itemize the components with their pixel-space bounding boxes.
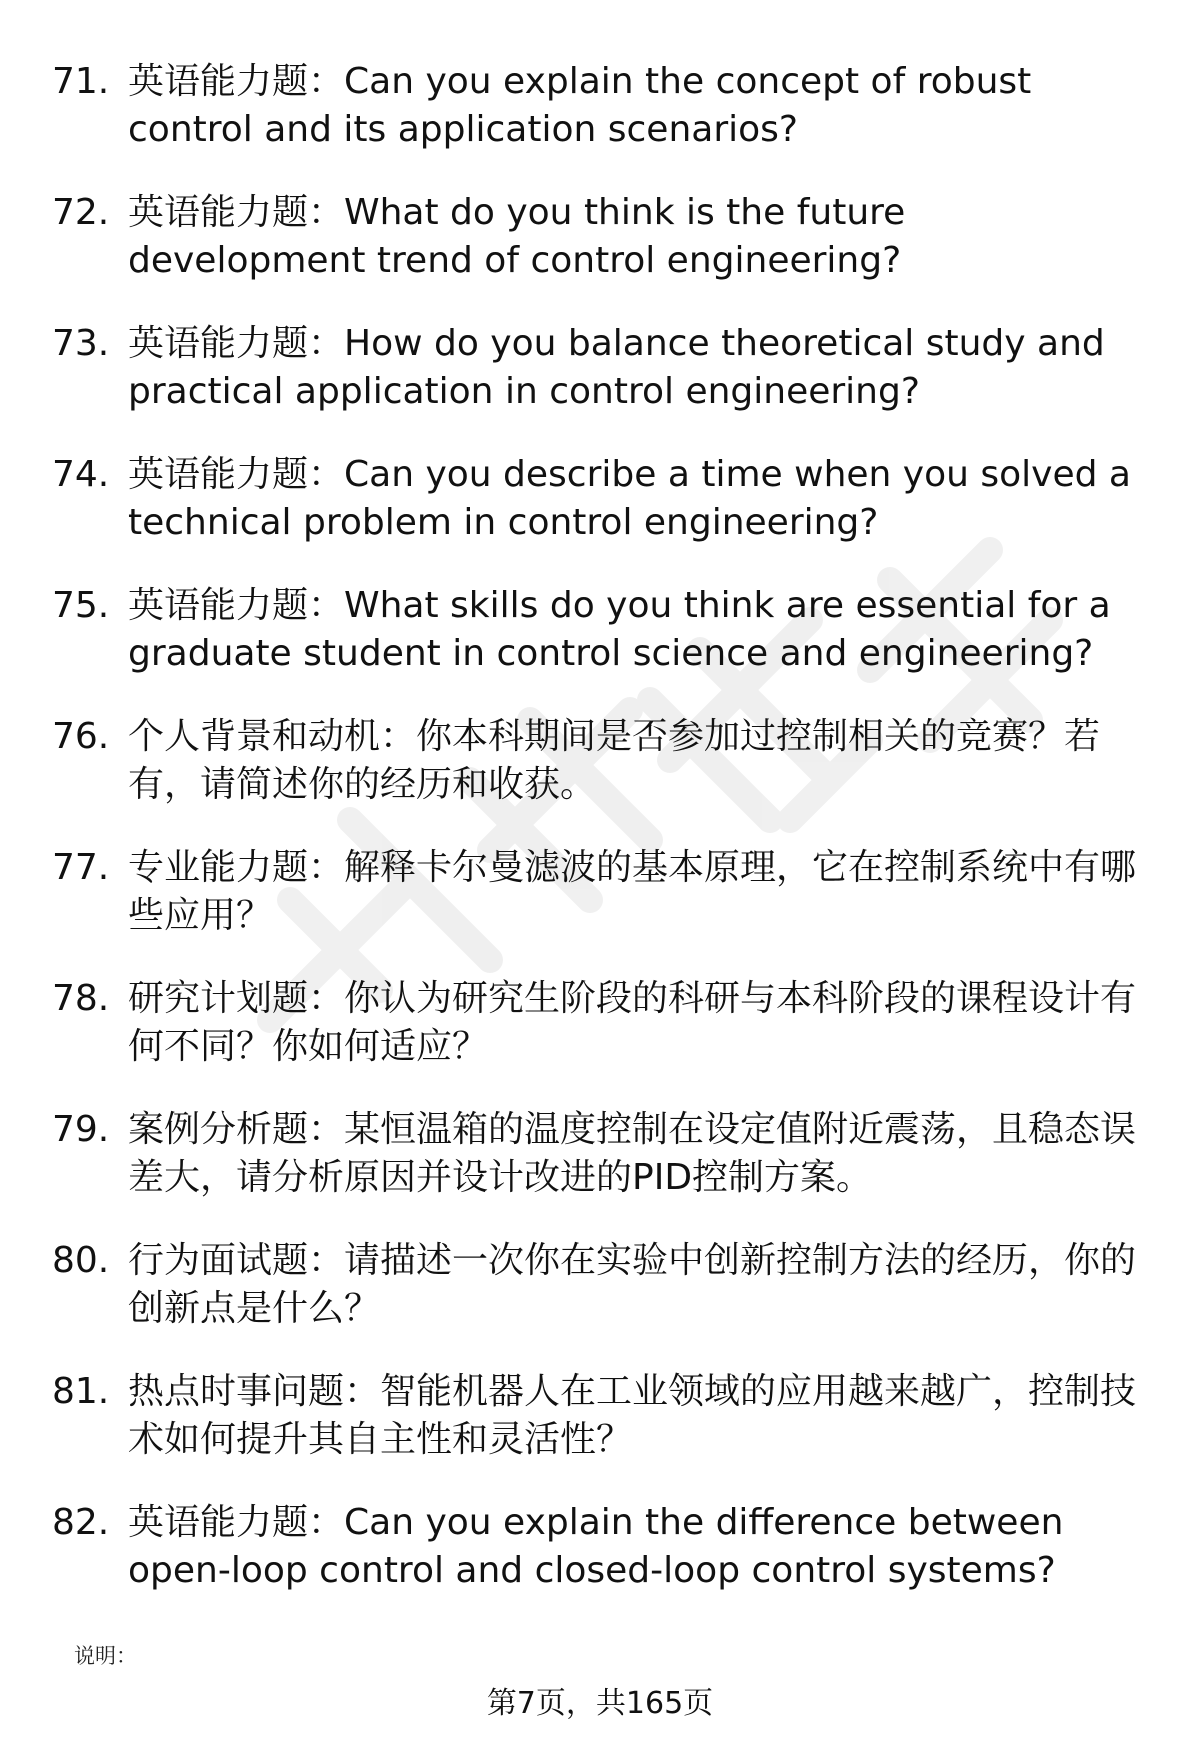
question-item (52, 58, 1142, 154)
question-list (52, 58, 1142, 1630)
question-text: 行为面试题：请描述一次你在实验中创新控制方法的经历，你的创新点是什么？ (128, 1240, 1137, 1329)
question-text: 研究计划题：你认为研究生阶段的科研与本科阶段的课程设计有何不同？你如何适应？ (128, 978, 1137, 1067)
question-number: 76. (52, 716, 110, 757)
question-number: 78. (52, 978, 110, 1019)
question-number: 71. (52, 61, 110, 102)
question-number: 82. (52, 1502, 110, 1543)
question-text: 英语能力题：How do you balance theoretical study and practical application in control engineering? (128, 323, 1105, 412)
question-item (52, 1499, 1142, 1595)
question-number: 80. (52, 1240, 110, 1281)
question-number: 74. (52, 454, 110, 495)
question-item (52, 451, 1142, 547)
page-number-footer: 第7页，共165页 (486, 1686, 714, 1721)
question-text: 英语能力题：Can you explain the concept of robust control and its application scenarios? (128, 61, 1032, 150)
question-number: 77. (52, 847, 110, 888)
question-text: 专业能力题：解释卡尔曼滤波的基本原理，它在控制系统中有哪些应用？ (128, 847, 1137, 936)
question-text: 个人背景和动机：你本科期间是否参加过控制相关的竞赛？若有，请简述你的经历和收获。 (128, 716, 1101, 805)
question-text: 热点时事问题：智能机器人在工业领域的应用越来越广，控制技术如何提升其自主性和灵活性？ (128, 1371, 1137, 1460)
question-text: 案例分析题：某恒温箱的温度控制在设定值附近震荡，且稳态误差大，请分析原因并设计改进的PID控制方案。 (128, 1109, 1137, 1198)
note-label: 说明： (74, 1644, 137, 1668)
question-number: 81. (52, 1371, 110, 1412)
question-text: 英语能力题：Can you describe a time when you solved a technical problem in control engineering? (128, 454, 1131, 543)
question-item (52, 1106, 1142, 1202)
question-text: 英语能力题：What skills do you think are essential for a graduate student in control science and engineering? (128, 585, 1111, 674)
question-number: 79. (52, 1109, 110, 1150)
question-item (52, 1237, 1142, 1333)
question-item (52, 1368, 1142, 1464)
question-text: 英语能力题：What do you think is the future development trend of control engineering? (128, 192, 906, 281)
question-item (52, 713, 1142, 809)
question-item (52, 582, 1142, 678)
question-item (52, 844, 1142, 940)
question-text: 英语能力题：Can you explain the difference between open-loop control and closed-loop control systems? (128, 1502, 1064, 1591)
question-number: 72. (52, 192, 110, 233)
question-item (52, 189, 1142, 285)
question-item (52, 320, 1142, 416)
question-number: 73. (52, 323, 110, 364)
question-number: 75. (52, 585, 110, 626)
question-item (52, 975, 1142, 1071)
